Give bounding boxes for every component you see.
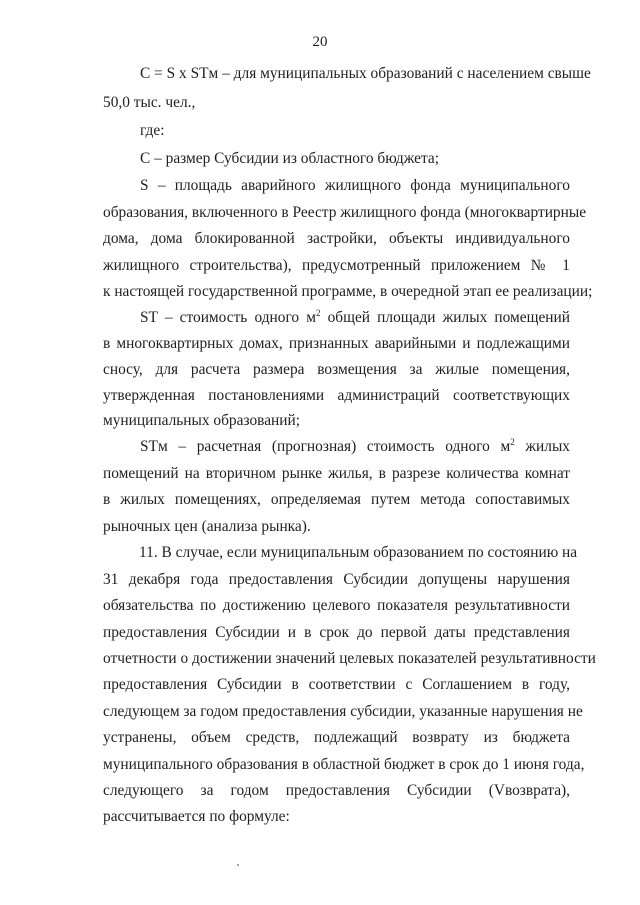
definition-stm-line: рыночных цен (анализа рынка).: [103, 518, 311, 535]
paragraph-11-line: следующем за годом предоставления субсидии, указанные нарушения не: [103, 703, 583, 720]
definition-st-line: в многоквартирных домах, признанных аварийными и подлежащими: [103, 335, 570, 352]
paragraph-11-line: следующего за годом предоставления Субсидии (Vвозврата),: [103, 782, 570, 799]
definition-stm-text-end: жилых: [514, 438, 570, 455]
paragraph-11-line: 31 декабря года предоставления Субсидии допущены нарушения: [103, 571, 570, 588]
definition-st-line: утвержденная постановлениями администраций соответствующих: [103, 387, 570, 404]
definition-st-text-end: общей площади жилых помещений: [320, 309, 570, 326]
definition-stm-line: помещений на вторичном рынке жилья, в разрезе количества комнат: [103, 465, 570, 482]
definition-s-line: к настоящей государственной программе, в очередной этап ее реализации;: [103, 283, 593, 300]
page-number: 20: [312, 34, 328, 50]
superscript-2: 2: [315, 307, 321, 318]
paragraph-11-line: предоставления Субсидии и в срок до первой даты представления: [103, 624, 570, 641]
definition-c: C – размер Субсидии из областного бюджета;: [140, 150, 440, 167]
scan-speck: [237, 864, 239, 866]
definition-s-line: дома, дома блокированной застройки, объекты индивидуального: [103, 230, 570, 247]
paragraph-11-line: предоставления Субсидии в соответствии с Соглашением в году,: [103, 676, 570, 693]
definition-st-line: муниципальных образований;: [103, 412, 301, 429]
paragraph-11-line: муниципального образования в областной бюджет в срок до 1 июня года,: [103, 756, 585, 773]
paragraph-11-line: 11. В случае, если муниципальным образованием по состоянию на: [139, 544, 578, 561]
paragraph-11-line: рассчитывается по формуле:: [103, 808, 290, 825]
definition-stm-line: в жилых помещениях, определяемая путем метода сопоставимых: [103, 491, 570, 508]
definition-st-line: сносу, для расчета размера возмещения за жилые помещения,: [103, 361, 570, 378]
paragraph-11-line: обязательства по достижению целевого показателя результативности: [103, 597, 570, 614]
formula-line-continued: 50,0 тыс. чел.,: [103, 94, 196, 111]
definition-stm-text: STм – расчетная (прогнозная) стоимость одного м: [140, 438, 511, 455]
paragraph-11-line: отчетности о достижении значений целевых показателей результативности: [103, 650, 596, 667]
definition-st-line: [140, 308, 570, 328]
superscript-2: 2: [510, 436, 515, 447]
definition-s-line: жилищного строительства), предусмотренный приложением № 1: [103, 257, 570, 274]
definition-stm-line: [140, 437, 570, 457]
paragraph-11-line: устранены, объем средств, подлежащий возврату из бюджета: [103, 729, 570, 746]
definition-s-line: S – площадь аварийного жилищного фонда муниципального: [140, 177, 570, 194]
definition-s-line: образования, включенного в Реестр жилищного фонда (многоквартирные: [103, 204, 587, 221]
formula-line: C = S x STм – для муниципальных образований с населением свыше: [140, 65, 591, 82]
definition-st-text: ST – стоимость одного м: [140, 309, 316, 326]
where-label: где:: [140, 122, 165, 139]
